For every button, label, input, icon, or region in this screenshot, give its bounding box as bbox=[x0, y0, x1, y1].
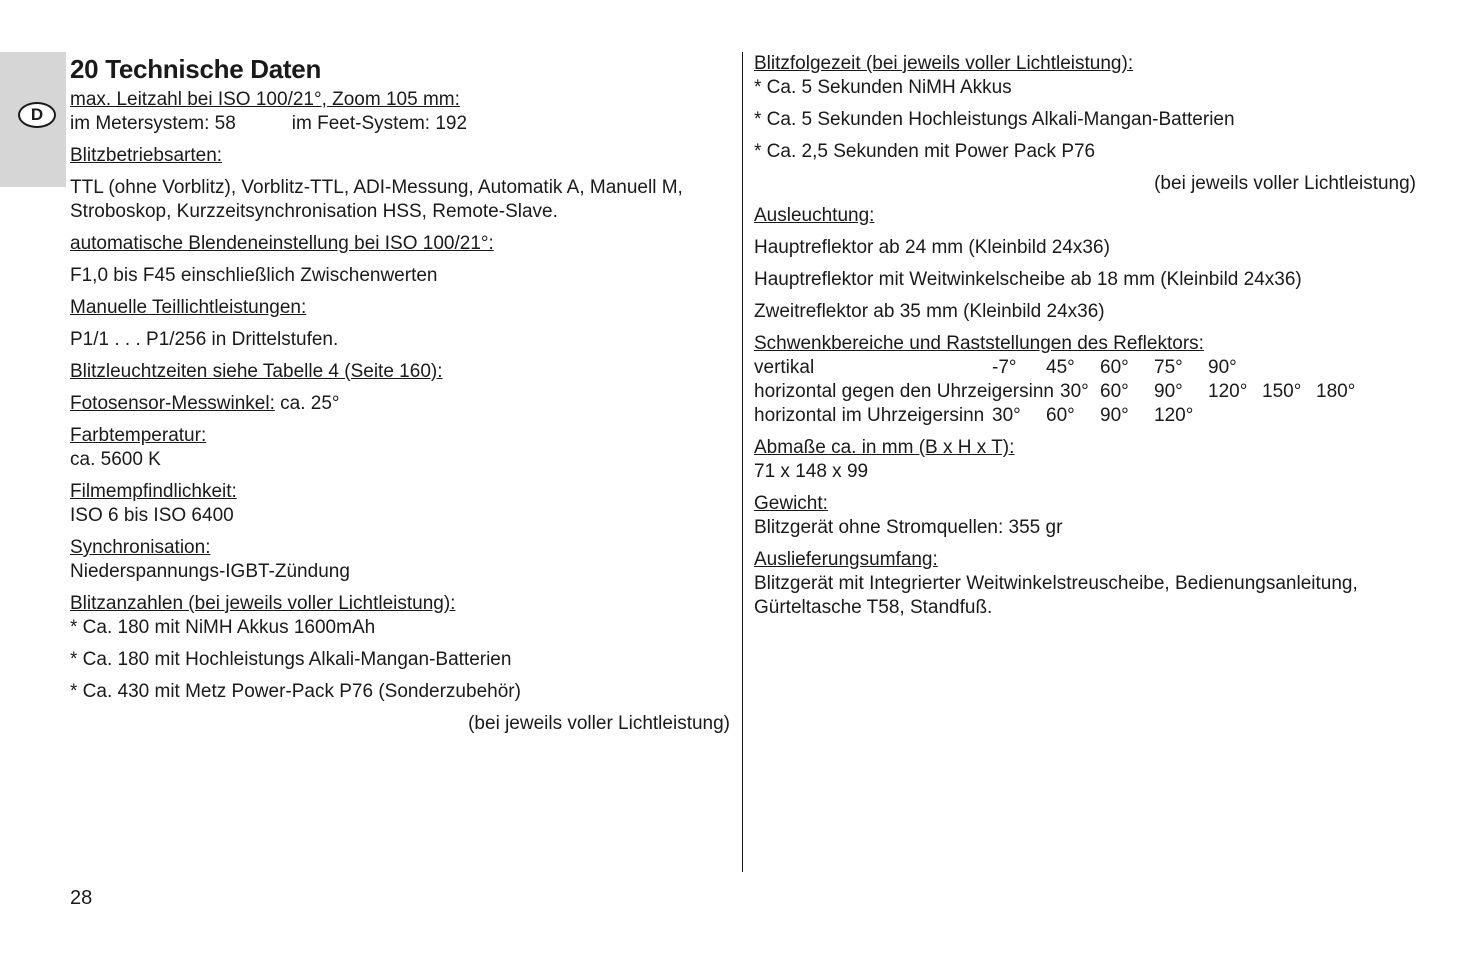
anzahl-note: (bei jeweils voller Lichtleistung) bbox=[468, 713, 730, 734]
schwenk-hgegen-label: horizontal gegen den Uhrzeigersinn bbox=[754, 381, 1054, 402]
list-item: * Ca. 180 mit Hochleistungs Alkali-Mangan-Batterien bbox=[70, 649, 512, 670]
list-item: Hauptreflektor ab 24 mm (Kleinbild 24x36) bbox=[754, 237, 1110, 258]
betriebsarten-line-1: TTL (ohne Vorblitz), Vorblitz-TTL, ADI-Messung, Automatik A, Manuell M, bbox=[70, 177, 683, 198]
schwenk-horizontal-im-row bbox=[754, 404, 1416, 428]
lieferumfang-heading: Auslieferungsumfang: bbox=[754, 549, 938, 570]
blende-heading: automatische Blendeneinstellung bei ISO 100/21°: bbox=[70, 233, 494, 254]
angle-value: 30° bbox=[1060, 381, 1089, 402]
list-item: * Ca. 180 mit NiMH Akkus 1600mAh bbox=[70, 617, 376, 638]
schwenk-vertikal-label: vertikal bbox=[754, 357, 815, 378]
angle-value: 60° bbox=[1100, 381, 1129, 402]
leitzahl-meter: im Metersystem: 58 bbox=[70, 113, 236, 134]
farbtemp-heading: Farbtemperatur: bbox=[70, 425, 207, 446]
angle-value: 120° bbox=[1154, 405, 1194, 426]
angle-value: 75° bbox=[1154, 357, 1183, 378]
teillicht-value: P1/1 . . . P1/256 in Drittelstufen. bbox=[70, 329, 339, 350]
list-item: * Ca. 430 mit Metz Power-Pack P76 (Sonderzubehör) bbox=[70, 681, 521, 702]
angle-value: -7° bbox=[992, 357, 1017, 378]
leitzahl-heading: max. Leitzahl bei ISO 100/21°, Zoom 105 mm: bbox=[70, 89, 460, 110]
betriebsarten-heading: Blitzbetriebsarten: bbox=[70, 145, 223, 166]
angle-value: 30° bbox=[992, 405, 1021, 426]
leuchtzeiten-reference: Blitzleuchtzeiten siehe Tabelle 4 (Seite 160): bbox=[70, 361, 443, 382]
angle-value: 120° bbox=[1208, 381, 1248, 402]
angle-value: 150° bbox=[1262, 381, 1302, 402]
angle-value: 90° bbox=[1208, 357, 1237, 378]
list-item: Hauptreflektor mit Weitwinkelscheibe ab 18 mm (Kleinbild 24x36) bbox=[754, 269, 1302, 290]
fotosensor-heading: Fotosensor-Messwinkel: bbox=[70, 393, 275, 414]
list-item: * Ca. 2,5 Sekunden mit Power Pack P76 bbox=[754, 141, 1096, 162]
sync-heading: Synchronisation: bbox=[70, 537, 211, 558]
gewicht-heading: Gewicht: bbox=[754, 493, 828, 514]
schwenk-horizontal-gegen-row bbox=[754, 380, 1416, 404]
anzahl-heading: Blitzanzahlen (bei jeweils voller Lichtleistung): bbox=[70, 593, 456, 614]
abmasse-value: 71 x 148 x 99 bbox=[754, 461, 869, 482]
schwenk-him-label: horizontal im Uhrzeigersinn bbox=[754, 405, 985, 426]
angle-value: 90° bbox=[1100, 405, 1129, 426]
folgezeit-note: (bei jeweils voller Lichtleistung) bbox=[1154, 173, 1416, 194]
list-item: Zweitreflektor ab 35 mm (Kleinbild 24x36) bbox=[754, 301, 1105, 322]
column-divider bbox=[742, 52, 743, 872]
schwenk-heading: Schwenkbereiche und Raststellungen des Reflektors: bbox=[754, 333, 1204, 354]
gewicht-value: Blitzgerät ohne Stromquellen: 355 gr bbox=[754, 517, 1063, 538]
right-column bbox=[754, 52, 1416, 620]
folgezeit-heading: Blitzfolgezeit (bei jeweils voller Lichtleistung): bbox=[754, 53, 1134, 74]
sync-value: Niederspannungs-IGBT-Zündung bbox=[70, 561, 350, 582]
leitzahl-feet: im Feet-System: 192 bbox=[291, 113, 468, 134]
left-column bbox=[70, 52, 730, 736]
list-item: * Ca. 5 Sekunden Hochleistungs Alkali-Mangan-Batterien bbox=[754, 109, 1235, 130]
language-badge: D bbox=[18, 102, 56, 128]
fotosensor-row bbox=[70, 392, 730, 416]
angle-value: 90° bbox=[1154, 381, 1183, 402]
list-item: * Ca. 5 Sekunden NiMH Akkus bbox=[754, 77, 1012, 98]
angle-value: 180° bbox=[1316, 381, 1356, 402]
farbtemp-value: ca. 5600 K bbox=[70, 449, 161, 470]
lieferumfang-line-2: Gürteltasche T58, Standfuß. bbox=[754, 597, 993, 618]
schwenk-vertikal-row bbox=[754, 356, 1416, 380]
ausleuchtung-heading: Ausleuchtung: bbox=[754, 205, 875, 226]
teillicht-heading: Manuelle Teillichtleistungen: bbox=[70, 297, 307, 318]
blende-value: F1,0 bis F45 einschließlich Zwischenwerten bbox=[70, 265, 438, 286]
angle-value: 45° bbox=[1046, 357, 1075, 378]
angle-value: 60° bbox=[1046, 405, 1075, 426]
betriebsarten-line-2: Stroboskop, Kurzzeitsynchronisation HSS, Remote-Slave. bbox=[70, 201, 558, 222]
leitzahl-values bbox=[70, 112, 730, 136]
angle-value: 60° bbox=[1100, 357, 1129, 378]
fotosensor-value: ca. 25° bbox=[280, 393, 340, 414]
page-title: 20 Technische Daten bbox=[70, 54, 322, 84]
film-heading: Filmempfindlichkeit: bbox=[70, 481, 237, 502]
lieferumfang-line-1: Blitzgerät mit Integrierter Weitwinkelstreuscheibe, Bedienungsanleitung, bbox=[754, 573, 1358, 594]
page-number: 28 bbox=[70, 887, 93, 909]
abmasse-heading: Abmaße ca. in mm (B x H x T): bbox=[754, 437, 1015, 458]
film-value: ISO 6 bis ISO 6400 bbox=[70, 505, 234, 526]
